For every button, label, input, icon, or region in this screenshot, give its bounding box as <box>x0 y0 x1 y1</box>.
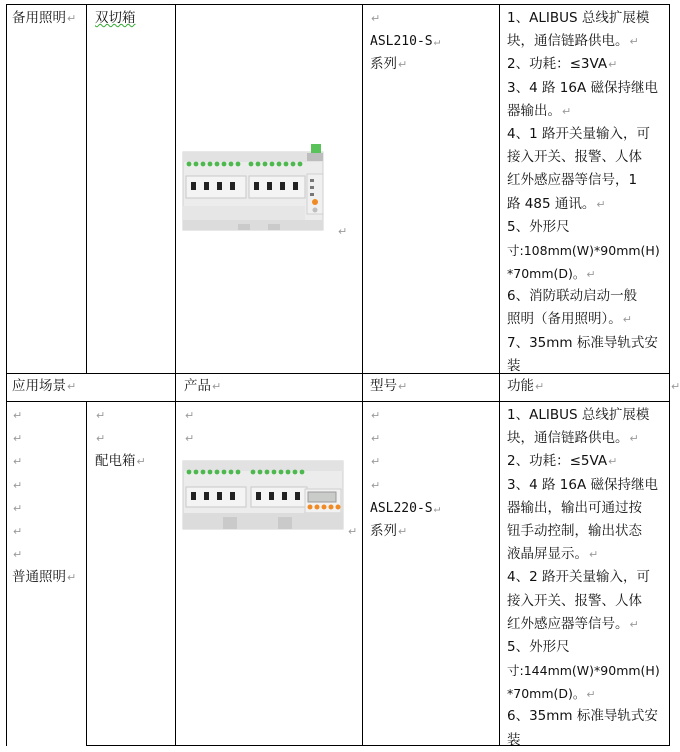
paragraph-mark: ↵ <box>136 455 146 469</box>
row1-box-cell <box>95 7 136 30</box>
row2-model-series: 系列 <box>370 522 397 539</box>
paragraph-mark: ↵ <box>589 548 599 562</box>
header-model <box>370 375 407 398</box>
row2-box-cell <box>95 404 146 474</box>
row1-function-line: 器输出。 <box>507 102 561 119</box>
row2-product-cell <box>184 404 194 450</box>
paragraph-mark: ↵ <box>13 409 23 422</box>
column-divider-1-bottom <box>86 401 87 746</box>
paragraph-mark: ↵ <box>371 12 381 25</box>
column-divider-1-top <box>86 4 87 373</box>
header-scene-text: 应用场景 <box>12 378 66 394</box>
paragraph-mark: ↵ <box>562 104 572 118</box>
paragraph-mark: ↵ <box>185 409 195 422</box>
row2-function-line: 1、ALIBUS 总线扩展模 <box>507 407 650 423</box>
table-border-left <box>6 4 7 746</box>
header-product <box>184 375 221 398</box>
paragraph-mark: ↵ <box>433 35 441 49</box>
paragraph-mark: ↵ <box>96 432 106 446</box>
paragraph-mark: ↵ <box>586 688 596 702</box>
paragraph-mark: ↵ <box>212 380 222 393</box>
header-function <box>507 375 544 398</box>
row2-scene-cell <box>12 404 84 590</box>
row1-function-line: 5、外形尺 <box>507 218 570 235</box>
row1-product-cell-mark <box>337 220 347 243</box>
asl210-device-image <box>183 144 328 232</box>
paragraph-mark: ↵ <box>671 380 680 393</box>
paragraph-mark: ↵ <box>535 380 545 393</box>
column-divider-4 <box>499 4 500 746</box>
row2-function-cell <box>507 404 669 752</box>
paragraph-mark: ↵ <box>185 432 195 446</box>
row2-function-line: 2、功耗：≤5VA <box>507 453 608 470</box>
paragraph-mark: ↵ <box>67 571 77 585</box>
column-divider-2 <box>175 4 176 746</box>
paragraph-mark: ↵ <box>622 313 632 327</box>
paragraph-mark: ↵ <box>608 58 618 72</box>
paragraph-mark: ↵ <box>67 380 77 393</box>
asl220-device-drawing <box>183 461 345 531</box>
row1-function-line: 寸:108mm(W)*90mm(H) <box>507 242 660 258</box>
row1-model-name: ASL210-S <box>370 34 433 50</box>
row1-scene-text: 备用照明 <box>12 10 66 26</box>
row2-function-line: 5、外形尺 <box>507 638 570 655</box>
paragraph-mark: ↵ <box>338 225 348 238</box>
paragraph-mark: ↵ <box>371 455 381 469</box>
row1-function-line: 6、消防联动启动一般 <box>507 288 638 305</box>
row2-function-line: 块，通信链路供电。 <box>507 430 629 447</box>
row-end-mark <box>670 375 680 398</box>
row2-function-line: 6、35mm 标准导轨式安 <box>507 708 658 725</box>
paragraph-mark: ↵ <box>371 432 381 446</box>
paragraph-mark: ↵ <box>13 524 23 538</box>
row2-function-line: 装 <box>507 731 521 748</box>
row2-function-line: 接入开关、报警、人体 <box>507 592 642 609</box>
paragraph-mark: ↵ <box>371 478 381 492</box>
row1-function-line: 2、功耗：≤3VA <box>507 56 608 73</box>
header-scene <box>12 375 76 398</box>
row1-scene-cell <box>12 7 76 30</box>
header-model-text: 型号 <box>370 378 397 394</box>
asl220-device-image <box>183 461 345 531</box>
paragraph-mark: ↵ <box>371 409 381 422</box>
paragraph-mark: ↵ <box>433 501 441 515</box>
paragraph-mark: ↵ <box>398 380 408 393</box>
paragraph-mark: ↵ <box>67 12 77 25</box>
row1-function-line: 装 <box>507 357 521 374</box>
paragraph-mark: ↵ <box>629 35 639 49</box>
row2-function-line: 红外感应器等信号。 <box>507 615 629 632</box>
paragraph-mark: ↵ <box>13 432 23 446</box>
asl210-device-drawing <box>183 144 328 232</box>
paragraph-mark: ↵ <box>13 478 23 492</box>
row2-product-cell-mark <box>347 520 357 543</box>
row2-function-line: 钮手动控制，输出状态 <box>507 522 642 539</box>
row2-model-cell <box>370 404 495 543</box>
row2-scene-text: 普通照明 <box>12 569 66 586</box>
paragraph-mark: ↵ <box>13 455 23 469</box>
row1-function-line: 照明（备用照明）。 <box>507 311 622 328</box>
row2-box-text: 配电箱 <box>95 453 136 470</box>
paragraph-mark: ↵ <box>398 524 408 538</box>
row1-function-line: 红外感应器等信号，1 <box>507 172 638 189</box>
paragraph-mark: ↵ <box>13 548 23 562</box>
row1-function-line: *70mm(D)。 <box>507 266 586 282</box>
row1-function-line: 7、35mm 标准导轨式安 <box>507 334 658 351</box>
paragraph-mark: ↵ <box>96 409 106 422</box>
row1-box-text: 双切箱 <box>95 10 136 26</box>
table-border-top <box>6 4 669 5</box>
row1-function-line: 接入开关、报警、人体 <box>507 149 642 166</box>
row1-function-cell <box>507 7 669 378</box>
row1-function-line: 4、1 路开关量输入，可 <box>507 125 650 142</box>
paragraph-mark: ↵ <box>348 525 358 538</box>
paragraph-mark: ↵ <box>629 432 639 446</box>
paragraph-mark: ↵ <box>608 455 618 469</box>
paragraph-mark: ↵ <box>398 58 408 72</box>
row1-function-line: 3、4 路 16A 磁保持继电 <box>507 79 658 96</box>
header-product-text: 产品 <box>184 378 211 394</box>
paragraph-mark: ↵ <box>629 617 639 631</box>
row1-function-line: 路 485 通讯。 <box>507 195 596 212</box>
row1-function-line: 块，通信链路供电。 <box>507 33 629 50</box>
paragraph-mark: ↵ <box>586 268 596 282</box>
header-row-bottom-border <box>6 401 669 402</box>
row2-function-line: 器输出，输出可通过按 <box>507 499 642 516</box>
header-function-text: 功能 <box>507 378 534 394</box>
row2-model-name: ASL220-S <box>370 500 433 516</box>
row2-function-line: 3、4 路 16A 磁保持继电 <box>507 476 658 493</box>
row1-function-line: 1、ALIBUS 总线扩展模 <box>507 10 650 26</box>
column-divider-3 <box>362 4 363 746</box>
row2-function-line: 寸:144mm(W)*90mm(H) <box>507 663 660 679</box>
row1-model-series: 系列 <box>370 56 397 73</box>
paragraph-mark: ↵ <box>596 197 606 211</box>
row2-function-line: *70mm(D)。 <box>507 686 586 702</box>
row2-function-line: 液晶屏显示。 <box>507 546 588 563</box>
paragraph-mark: ↵ <box>13 501 23 515</box>
row1-model-cell <box>370 7 495 77</box>
row2-function-line: 4、2 路开关量输入，可 <box>507 569 650 586</box>
